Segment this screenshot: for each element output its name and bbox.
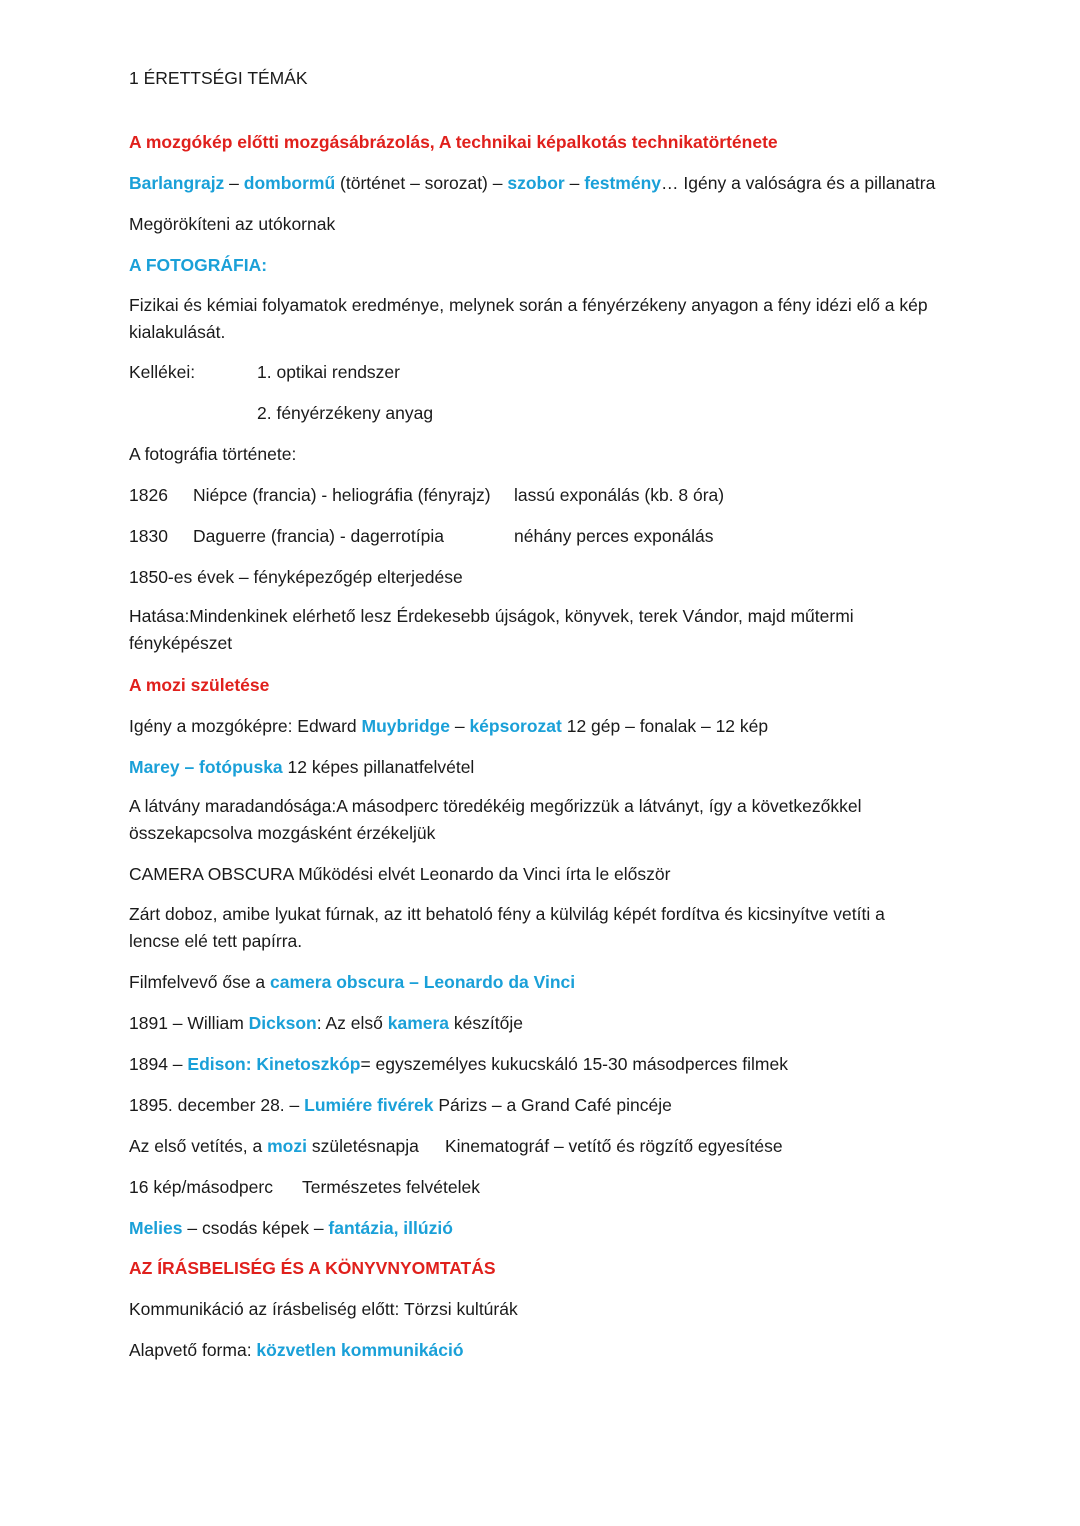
paragraph-persistence: A látvány maradandósága:A másodperc töredékéig megőrizzük a látványt, így a következőkkel összekapcsolva mozgásként érzékeljük — [129, 796, 862, 843]
paragraph-cave-art — [129, 173, 935, 193]
paragraph-preserve: Megörökíteni az utókornak — [129, 214, 336, 234]
text: Párizs – a Grand Café pincéje — [433, 1095, 672, 1115]
text: – csodás képek – — [182, 1218, 329, 1238]
paragraph-tribal: Kommunikáció az írásbeliség előtt: Törzsi kultúrák — [129, 1299, 518, 1319]
text: : Az első — [316, 1013, 388, 1033]
paragraph-marey — [129, 757, 474, 777]
text: 1891 – William — [129, 1013, 249, 1033]
text: készítője — [449, 1013, 523, 1033]
text: Az első vetítés, a — [129, 1136, 268, 1156]
paragraph-effect: Hatása:Mindenkinek elérhető lesz Érdekesebb újságok, könyvek, terek Vándor, majd műtermi fényképészet — [129, 606, 854, 653]
keyword: dombormű — [243, 173, 336, 193]
section-heading-cinema-birth: A mozi születése — [129, 675, 270, 695]
history-note: lassú exponálás (kb. 8 óra) — [514, 485, 725, 505]
page-header: 1 ÉRETTSÉGI TÉMÁK — [129, 68, 308, 88]
paragraph-kinematograph: Kinematográf – vetítő és rögzítő egyesítése — [445, 1136, 783, 1156]
history-inventor: Daguerre (francia) - dagerrotípia — [193, 526, 444, 546]
paragraph-photo-definition: Fizikai és kémiai folyamatok eredménye, melynek során a fényérzékeny anyagon a fény idézi elő a kép kialakulását. — [129, 295, 928, 342]
keyword: fantázia, illúzió — [328, 1218, 453, 1238]
text: … Igény a valóságra és a pillanatra — [661, 173, 936, 193]
text: születésnapja — [307, 1136, 419, 1156]
history-note: néhány perces exponálás — [514, 526, 714, 546]
paragraph-closed-box: Zárt doboz, amibe lyukat fúrnak, az itt behatoló fény a külvilág képét fordítva és kicsinyítve vetíti a lencse elé tett papírra. — [129, 904, 885, 951]
paragraph-first-screening — [129, 1136, 419, 1156]
keyword: mozi — [267, 1136, 307, 1156]
keyword: festmény — [584, 173, 662, 193]
list-item: 1. optikai rendszer — [257, 362, 400, 382]
paragraph-frame-rate: 16 kép/másodperc — [129, 1177, 273, 1197]
text: (történet – sorozat) – — [335, 173, 508, 193]
section-heading-photography: A FOTOGRÁFIA: — [129, 255, 268, 275]
paragraph-1894 — [129, 1054, 788, 1074]
text: 12 képes pillanatfelvétel — [282, 757, 475, 777]
paragraph-natural-shots: Természetes felvételek — [302, 1177, 480, 1197]
text: 1895. december 28. – — [129, 1095, 305, 1115]
history-inventor: Niépce (francia) - heliográfia (fényrajz) — [193, 485, 491, 505]
paragraph-muybridge — [129, 716, 768, 736]
label-photo-history: A fotográfia története: — [129, 444, 297, 464]
text: Igény a mozgóképre: Edward — [129, 716, 362, 736]
paragraph-basic-form — [129, 1340, 464, 1360]
paragraph-melies — [129, 1218, 453, 1238]
keyword: camera obscura – Leonardo da Vinci — [270, 972, 576, 992]
paragraph-film-ancestor — [129, 972, 575, 992]
keyword: Marey – fotópuska — [129, 757, 283, 777]
paragraph-camera-obscura: CAMERA OBSCURA Működési elvét Leonardo da Vinci írta le először — [129, 864, 671, 884]
paragraph-1891 — [129, 1013, 523, 1033]
keyword: Barlangrajz — [129, 173, 225, 193]
keyword: szobor — [507, 173, 565, 193]
history-year: 1830 — [129, 526, 168, 546]
text: Alapvető forma: — [129, 1340, 257, 1360]
text: = egyszemélyes kukucskáló 15-30 másodperces filmek — [360, 1054, 788, 1074]
list-item: 2. fényérzékeny anyag — [257, 403, 434, 423]
text: 1894 – — [129, 1054, 188, 1074]
keyword: Lumiére fivérek — [304, 1095, 434, 1115]
keyword: kamera — [387, 1013, 450, 1033]
section-heading-motion-history: A mozgókép előtti mozgásábrázolás, A technikai képalkotás technikatörténete — [129, 132, 778, 152]
keyword: Edison: Kinetoszkóp — [187, 1054, 361, 1074]
text: – — [449, 716, 470, 736]
text: – — [564, 173, 585, 193]
text: – — [224, 173, 244, 193]
history-year: 1826 — [129, 485, 168, 505]
keyword: közvetlen kommunikáció — [256, 1340, 464, 1360]
keyword: Melies — [129, 1218, 183, 1238]
keyword: Dickson — [248, 1013, 317, 1033]
paragraph-1895 — [129, 1095, 672, 1115]
keyword: Muybridge — [361, 716, 450, 736]
text: Filmfelvevő őse a — [129, 972, 271, 992]
label-kellekei: Kellékei: — [129, 362, 196, 382]
paragraph-1850s: 1850-es évek – fényképezőgép elterjedése — [129, 567, 463, 587]
text: 12 gép – fonalak – 12 kép — [561, 716, 769, 736]
section-heading-writing-printing: AZ ÍRÁSBELISÉG ÉS A KÖNYVNYOMTATÁS — [129, 1258, 496, 1278]
keyword: képsorozat — [469, 716, 562, 736]
